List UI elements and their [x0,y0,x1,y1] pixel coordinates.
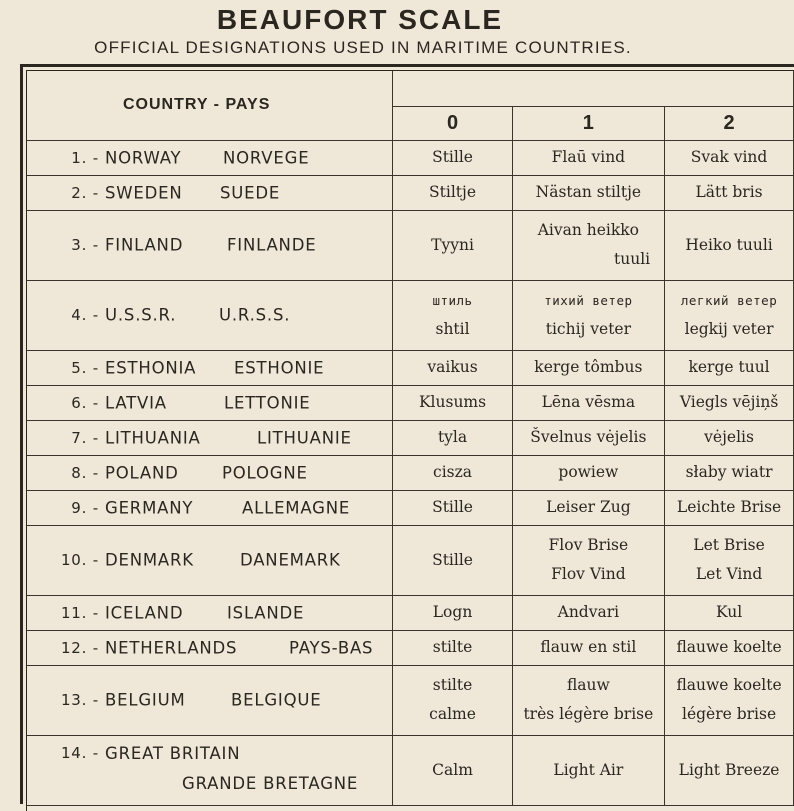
scale-2-cell [665,280,794,350]
country-name-fr: FINLANDE [227,235,317,255]
scale-term: stilte [432,638,473,656]
scale-term: powiew [558,463,619,481]
scale-1-cell [512,140,665,175]
scale-0-cell [393,490,512,525]
scale-0-cell [393,630,512,665]
scale-0-cell [393,280,512,350]
scale-term: штиль [432,293,473,308]
country-name-fr: U.R.S.S. [219,305,291,325]
country-name-en: GERMANY [105,498,194,517]
country-name-fr: DANEMARK [240,550,341,570]
table-row [27,140,794,175]
scale-term: tuuli [614,250,651,268]
table-row [27,210,794,280]
country-number: 11. - [60,603,99,622]
country-cell [27,490,393,525]
country-name-en: U.S.S.R. [105,305,177,325]
country-name-en: ESTHONIA [105,358,197,377]
country-name-fr: LETTONIE [224,393,311,412]
table-row [27,385,794,420]
country-number: 8. - [71,463,99,482]
table-row [27,350,794,385]
country-name-fr: SUEDE [220,183,281,202]
country-name-fr: PAYS-BAS [289,638,374,657]
country-number: 3. - [71,236,99,254]
country-name-en: NORWAY [105,148,182,167]
scale-term: Leiser Zug [546,498,631,516]
country-number: 13. - [60,691,99,709]
country-cell [27,350,393,385]
scale-1-cell [512,210,665,280]
scale-term: Tyyni [431,235,474,254]
table-row [27,280,794,350]
country-number: 9. - [71,498,99,517]
scale-term: Stiltje [429,183,477,201]
scale-term: тихий ветер [544,293,633,308]
scale-term: shtil [435,320,470,338]
table-row [27,595,794,630]
scale-term: Nästan stiltje [535,183,642,201]
scale-term: Viegls vējiņš [679,393,779,411]
scale-0-cell [393,210,512,280]
country-name-en: POLAND [105,463,179,482]
scale-2-cell [665,210,794,280]
country-cell [27,630,393,665]
scale-2-cell [665,665,794,735]
scale-0-cell [393,455,512,490]
scale-term: vaikus [427,358,478,376]
table-row [27,525,794,595]
scale-0-cell [393,350,512,385]
scale-2-cell [665,420,794,455]
country-name-en: NETHERLANDS [105,638,238,657]
scale-0-cell [393,140,512,175]
scale-2-cell [665,140,794,175]
scale-term: Light Air [553,760,624,779]
scale-term: Švelnus vėjelis [530,428,647,446]
country-cell [27,175,393,210]
country-cell [27,140,393,175]
page-subtitle: OFFICIAL DESIGNATIONS USED IN MARITIME COUNTRIES. [94,38,632,57]
scale-0-cell [393,665,512,735]
country-number: 4. - [71,306,99,324]
scale-term: Andvari [557,603,620,621]
scale-term: flauw en stil [540,638,637,656]
scale-0-header: 0 [393,106,512,140]
country-cell [27,385,393,420]
country-number: 1. - [71,148,99,167]
scale-term: легкий ветер [680,293,778,308]
country-number: 7. - [71,428,99,447]
scale-term: tichij veter [545,320,631,338]
country-cell [27,210,393,280]
country-cell [27,455,393,490]
country-number: 6. - [71,393,99,412]
scale-2-cell [665,175,794,210]
scale-2-cell [665,455,794,490]
scale-term: Leichte Brise [676,498,782,516]
scale-1-cell [512,455,665,490]
country-name-fr: GRANDE BRETAGNE [182,773,359,793]
country-name-fr: BELGIQUE [231,690,322,710]
country-cell [27,525,393,595]
country-name-fr: NORVEGE [223,148,310,167]
scale-0-cell [393,175,512,210]
scale-term: Lätt bris [695,183,763,201]
scale-term: Kul [715,603,743,621]
scale-term: très légère brise [523,705,654,723]
scale-term: Light Breeze [678,760,780,779]
scale-1-cell [512,525,665,595]
scale-1-header: 1 [512,106,665,140]
scale-term: Aivan heikko [537,221,640,239]
table-row [27,455,794,490]
scale-2-cell [665,525,794,595]
scale-1-cell [512,385,665,420]
scale-term: flauwe koelte [676,676,782,694]
scale-1-cell [512,630,665,665]
scale-1-cell [512,490,665,525]
scale-term: Flov Vind [551,565,626,583]
scale-term: Let Brise [693,536,765,554]
scale-2-cell [665,735,794,805]
scale-term: legkij veter [684,320,774,338]
scale-term: Svak vind [690,148,768,166]
scale-term: Lēna vēsma [541,393,636,411]
country-number: 14. - [60,743,99,762]
scale-term: kerge tômbus [534,358,643,376]
scale-term: Logn [432,603,473,621]
scale-1-cell [512,420,665,455]
country-name-en: LATVIA [105,393,167,412]
country-name-fr: POLOGNE [222,463,308,482]
scale-2-cell [665,385,794,420]
scale-term: Flov Brise [548,536,629,554]
country-number: 12. - [60,638,99,657]
country-name-fr: ISLANDE [227,603,305,622]
scale-term: Flaū vind [551,148,626,166]
scale-2-cell [665,490,794,525]
scale-term: légère brise [681,705,777,723]
scale-term: Let Vind [695,565,763,583]
scale-term: Stille [432,148,473,166]
scale-term: kerge tuul [688,358,770,376]
scale-1-cell [512,595,665,630]
country-name-fr: ESTHONIE [234,358,325,377]
table-row [27,490,794,525]
scale-2-cell [665,595,794,630]
scale-0-cell [393,595,512,630]
country-cell [27,420,393,455]
country-name-en: LITHUANIA [105,428,201,447]
scale-1-cell [512,280,665,350]
country-name-en: DENMARK [105,550,194,570]
scale-1-cell [512,665,665,735]
scale-0-cell [393,525,512,595]
country-name-en: GREAT BRITAIN [105,743,241,763]
scale-2-header: 2 [665,106,794,140]
scale-term: tyla [437,428,468,446]
scale-term: cisza [433,463,473,481]
table-row [27,175,794,210]
country-cell [27,665,393,735]
scale-term: słaby wiatr [685,463,773,481]
table-row [27,735,794,805]
scale-0-cell [393,385,512,420]
country-cell [27,595,393,630]
scale-2-cell [665,630,794,665]
country-number: 5. - [71,358,99,377]
country-number: 10. - [60,551,99,569]
scale-term: flauwe koelte [676,638,782,656]
scale-term: Stille [432,498,473,516]
scale-0-cell [393,735,512,805]
page-title: BEAUFORT SCALE [216,4,504,35]
country-name-en: ICELAND [105,603,184,622]
scale-1-cell [512,735,665,805]
country-name-fr: LITHUANIE [257,428,352,447]
scale-term: Stille [432,550,473,569]
scale-term: Klusums [418,393,487,411]
scale-term: Calm [432,760,473,779]
table-row [27,420,794,455]
scale-term: Heiko tuuli [685,235,773,254]
table-row [27,630,794,665]
table-row [27,665,794,735]
scale-1-cell [512,175,665,210]
country-number: 2. - [71,183,99,202]
scale-0-cell [393,420,512,455]
country-name-en: BELGIUM [105,690,186,710]
beaufort-table [27,71,794,806]
country-column-header: COUNTRY - PAYS [27,71,393,140]
scale-2-cell [665,350,794,385]
country-name-fr: ALLEMAGNE [242,498,351,517]
scale-header-band [393,71,794,106]
scale-term: calme [429,705,476,723]
scale-term: vėjelis [704,428,754,446]
country-cell [27,735,393,805]
country-cell [27,280,393,350]
scale-term: flauw [566,676,610,694]
country-name-en: FINLAND [105,235,184,255]
scale-term: stilte [432,676,473,694]
country-name-en: SWEDEN [105,183,183,202]
scale-1-cell [512,350,665,385]
